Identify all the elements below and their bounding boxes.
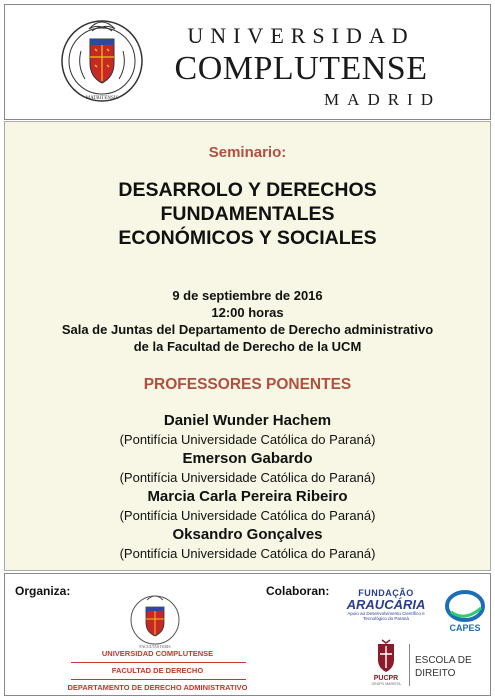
footer bbox=[4, 573, 491, 696]
speakers-list bbox=[5, 411, 490, 563]
speakers-heading: PROFESSORES PONENTES bbox=[143, 376, 352, 393]
title-line: DESARROLO Y DERECHOS bbox=[118, 179, 377, 201]
speaker-item bbox=[5, 411, 490, 449]
speaker-item bbox=[5, 525, 490, 563]
speaker-name: Emerson Gabardo bbox=[182, 450, 313, 467]
pucpr-crest-logo bbox=[372, 638, 400, 674]
fundacao-araucaria-logo bbox=[342, 588, 430, 624]
event-title bbox=[5, 178, 490, 250]
org-line3: DEPARTAMENTO DE DERECHO ADMINISTRATIVO bbox=[67, 683, 248, 692]
speaker-affiliation: (Pontifícia Universidade Católica do Paraná) bbox=[119, 470, 376, 485]
pucpr-label: PUCPR bbox=[373, 675, 399, 682]
fundacao-line3: Apoio ao Desenvolvimento Científico e Tecnológico do Paraná bbox=[347, 611, 425, 621]
event-panel bbox=[4, 121, 491, 571]
title-line: ECONÓMICOS Y SOCIALES bbox=[118, 227, 377, 249]
speaker-item bbox=[5, 449, 490, 487]
speaker-name: Daniel Wunder Hachem bbox=[163, 412, 332, 429]
escola-line2: DIREITO bbox=[415, 668, 456, 679]
speaker-name: Marcia Carla Pereira Ribeiro bbox=[147, 488, 348, 505]
event-date: 9 de septiembre de 2016 bbox=[172, 288, 323, 303]
wordmark-line1: UNIVERSIDAD bbox=[187, 23, 415, 48]
event-place-line1: Sala de Juntas del Departamento de Derecho administrativo bbox=[61, 322, 434, 337]
speaker-affiliation: (Pontifícia Universidade Católica do Paraná) bbox=[119, 546, 376, 561]
ucm-small-crest-logo bbox=[126, 590, 184, 654]
org-divider bbox=[71, 679, 246, 680]
organiza-label: Organiza: bbox=[15, 584, 71, 598]
event-time: 12:00 horas bbox=[211, 305, 284, 320]
logo-divider bbox=[409, 644, 410, 686]
capes-label: CAPES bbox=[449, 623, 481, 633]
speaker-name: Oksandro Gonçalves bbox=[172, 526, 323, 543]
event-kicker: Seminario: bbox=[208, 144, 287, 161]
escola-line1: ESCOLA DE bbox=[415, 655, 472, 666]
event-details bbox=[5, 287, 490, 355]
fundacao-line2: ARAUCÁRIA bbox=[346, 597, 426, 612]
svg-text:FACULTAS IURIS: FACULTAS IURIS bbox=[139, 644, 171, 649]
org-line1: UNIVERSIDAD COMPLUTENSE bbox=[101, 649, 214, 658]
university-wordmark bbox=[155, 23, 447, 111]
speaker-item bbox=[5, 487, 490, 525]
event-place-line2: de la Facultad de Derecho de la UCM bbox=[133, 339, 362, 354]
escola-de-direito bbox=[415, 654, 472, 680]
fundacao-line1: FUNDAÇÃO bbox=[358, 588, 414, 598]
wordmark-line2: COMPLUTENSE bbox=[174, 50, 428, 87]
pucpr-sublabel: GRUPO MARISTA bbox=[371, 682, 401, 686]
svg-text:MATRITENSIS: MATRITENSIS bbox=[85, 96, 119, 101]
speaker-affiliation: (Pontifícia Universidade Católica do Paraná) bbox=[119, 508, 376, 523]
speaker-affiliation: (Pontifícia Universidade Católica do Paraná) bbox=[119, 432, 376, 447]
org-divider bbox=[71, 662, 246, 663]
title-line: FUNDAMENTALES bbox=[160, 203, 335, 225]
ucm-crest-logo bbox=[59, 11, 145, 111]
org-line2: FACULTAD DE DERECHO bbox=[111, 666, 204, 675]
wordmark-line3: MADRID bbox=[324, 90, 441, 109]
header bbox=[4, 4, 491, 120]
colaboran-label: Colaboran: bbox=[266, 584, 330, 598]
